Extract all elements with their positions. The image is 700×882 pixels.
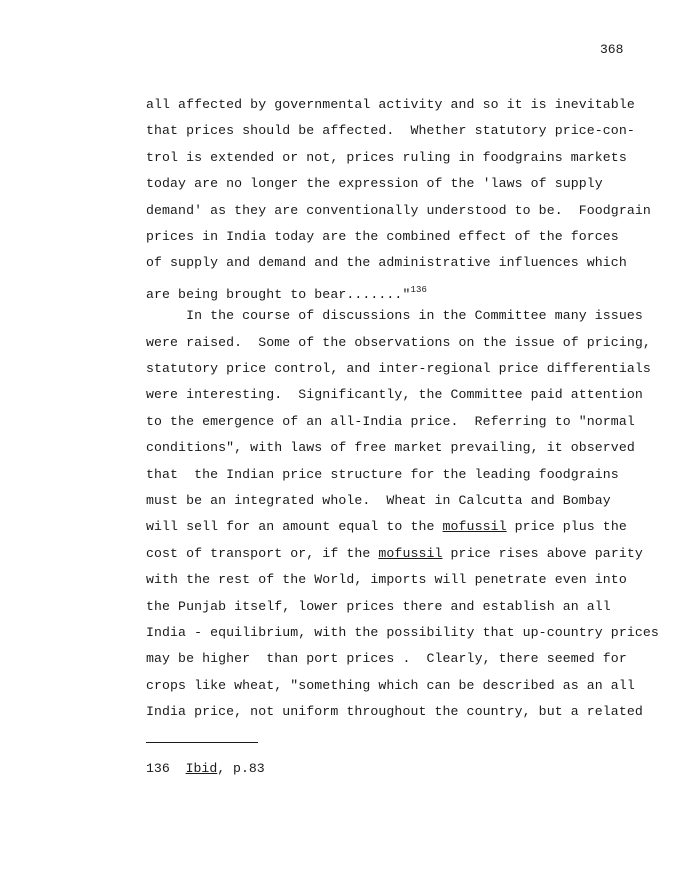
footnote-marker: 136 (410, 284, 427, 295)
line-text: that prices should be affected. Whether statutory price-con- (146, 123, 635, 139)
line-text: trol is extended or not, prices ruling in foodgrains markets (146, 149, 627, 165)
text-line (146, 518, 627, 536)
footnote-divider (146, 742, 258, 743)
footnote-reference: Ibid (185, 761, 218, 776)
line-text: statutory price control, and inter-regional price differentials (146, 361, 651, 376)
line-text: demand' as they are conventionally understood to be. Foodgrain (146, 202, 651, 218)
line-text: were raised. Some of the observations on the issue of pricing, (146, 334, 651, 350)
text-line (146, 360, 651, 378)
text-line (146, 228, 619, 246)
text-line (146, 439, 635, 457)
line-text: that the Indian price structure for the leading foodgrains (146, 466, 619, 482)
text-line (146, 677, 635, 695)
line-text: the Punjab itself, lower prices there and establish an all (146, 598, 611, 614)
line-text: with the rest of the World, imports will penetrate even into (146, 572, 627, 588)
line-text: conditions", with laws of free market prevailing, it observed (146, 440, 635, 456)
text-line (146, 175, 603, 193)
line-text: price plus the (506, 519, 627, 535)
line-text: today are no longer the expression of the 'laws of supply (146, 176, 603, 192)
line-text: to the emergence of an all-India price. Referring to "normal (146, 413, 635, 429)
text-line (146, 202, 651, 220)
text-line (146, 703, 643, 721)
underlined-term: mofussil (442, 519, 507, 535)
text-line (146, 122, 635, 140)
line-text: will sell for an amount equal to the (146, 519, 443, 535)
text-line (146, 571, 627, 589)
text-line (146, 334, 651, 352)
line-text: of supply and demand and the administrative influences which (146, 255, 627, 271)
line-text: all affected by governmental activity and so it is inevitable (146, 97, 635, 112)
underlined-term: mofussil (378, 545, 443, 561)
text-line (146, 96, 635, 114)
text-line (146, 281, 427, 304)
text-line (146, 386, 643, 404)
text-line (146, 545, 643, 563)
line-text: were interesting. Significantly, the Committee paid attention (146, 387, 643, 403)
line-text: India - equilibrium, with the possibility that up-country prices (146, 625, 659, 640)
line-text: crops like wheat, "something which can be described as an all (146, 677, 635, 693)
text-line (146, 149, 627, 167)
footnote-number: 136 (146, 761, 170, 776)
text-line (146, 492, 611, 510)
text-line (146, 650, 627, 668)
line-text: must be an integrated whole. Wheat in Calcutta and Bombay (146, 493, 611, 508)
footnote-page: , p.83 (217, 761, 265, 776)
footnote (146, 760, 265, 778)
line-text: are being brought to bear......." (146, 286, 411, 302)
line-text: price rises above parity (442, 545, 643, 561)
line-text: may be higher than port prices . Clearly, there seemed for (146, 651, 627, 667)
line-text: In the course of discussions in the Committee many issues (146, 308, 643, 324)
line-text: India price, not uniform throughout the country, but a related (146, 704, 643, 720)
text-line (146, 624, 659, 642)
text-line (146, 307, 643, 325)
text-line (146, 413, 635, 431)
text-line (146, 598, 611, 616)
text-line (146, 254, 627, 272)
page-number: 368 (600, 42, 624, 57)
line-text: cost of transport or, if the (146, 545, 379, 561)
line-text: prices in India today are the combined effect of the forces (146, 229, 619, 244)
text-line (146, 466, 619, 484)
